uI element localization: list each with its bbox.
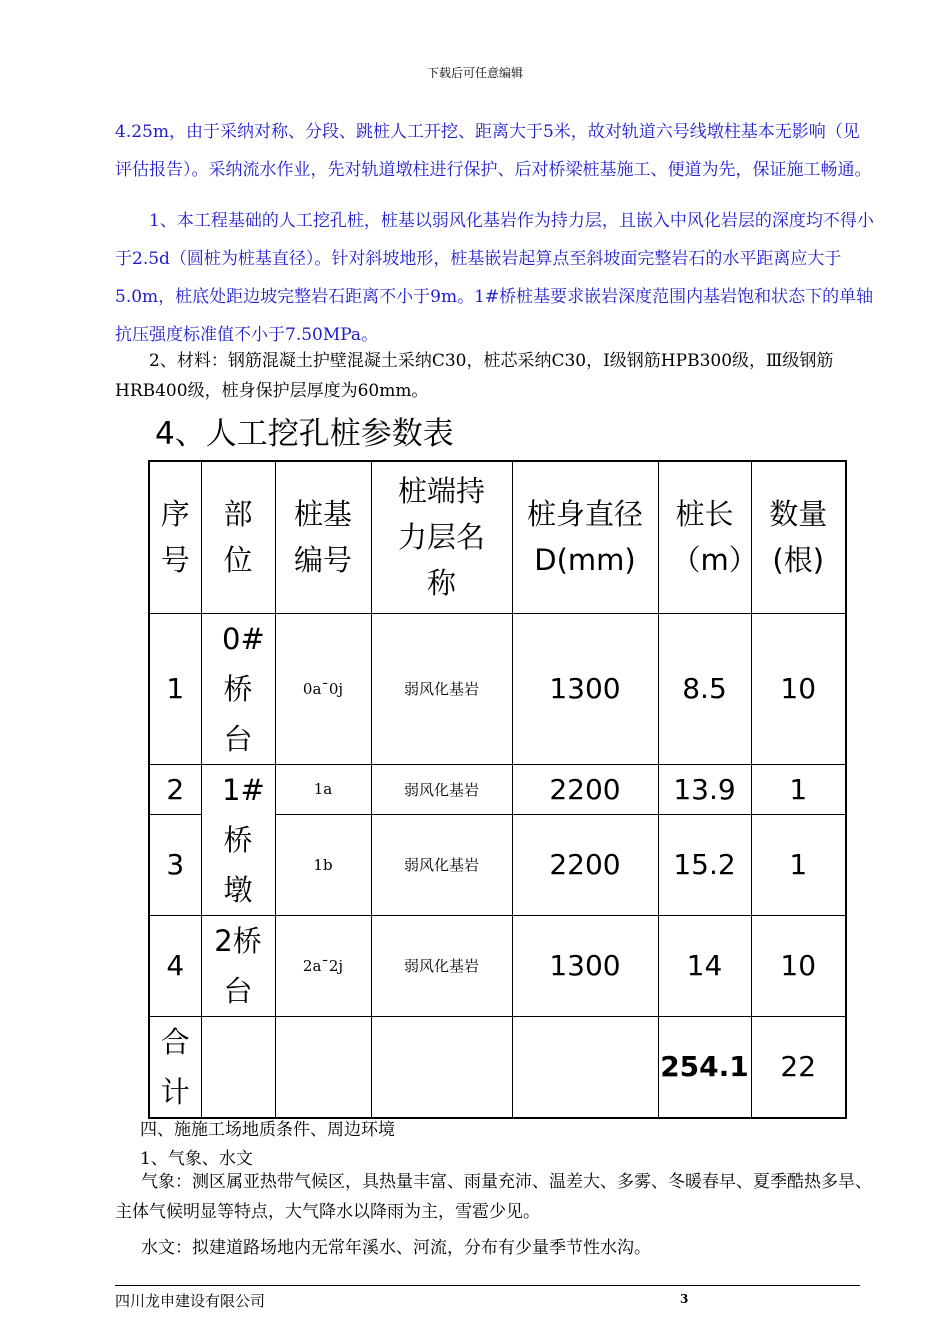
cell-length: 15.2 xyxy=(658,814,751,915)
cell-length: 14 xyxy=(658,915,751,1016)
table-row xyxy=(149,915,846,1016)
subheading-weather-hydrology: 1、气象、水文 xyxy=(140,1149,253,1169)
cell-seq: 4 xyxy=(149,915,201,1016)
table-header-row xyxy=(149,461,846,613)
header-diameter: 桩身直径D(mm) xyxy=(512,461,658,613)
table-total-row xyxy=(149,1016,846,1118)
cell-seq: 1 xyxy=(149,613,201,764)
cell-count: 10 xyxy=(751,915,846,1016)
paragraph-weather: 气象：测区属亚热带气候区，具热量丰富、雨量充沛、温差大、多雾、冬暖春早、夏季酷热多旱、主体气候明显等特点，大气降水以降雨为主，雪雹少见。 xyxy=(115,1172,872,1222)
cell-pile-id: 2a¯2j xyxy=(275,915,371,1016)
cell-length: 13.9 xyxy=(658,764,751,814)
cell-part: 1#桥墩 xyxy=(201,764,275,915)
cell-bearing: 弱风化基岩 xyxy=(371,814,512,915)
paragraph-materials: 2、材料：钢筋混凝土护壁混凝土采纳C30，桩芯采纳C30，Ⅰ级钢筋HPB300级，Ⅲ级钢筋HRB400级，桩身保护层厚度为60mm。 xyxy=(115,351,834,401)
table-row xyxy=(149,764,846,814)
paragraph-hydrology: 水文：拟建道路场地内无常年溪水、河流，分布有少量季节性水沟。 xyxy=(141,1238,651,1258)
cell-count: 10 xyxy=(751,613,846,764)
header-count: 数量(根) xyxy=(751,461,846,613)
section-title: 4、人工挖孔桩参数表 xyxy=(155,416,454,452)
cell-pile-id: 1b xyxy=(275,814,371,915)
pile-parameter-table xyxy=(148,460,847,1119)
cell-bearing: 弱风化基岩 xyxy=(371,764,512,814)
paragraph-foundation: 1、本工程基础的人工挖孔桩，桩基以弱风化基岩作为持力层，且嵌入中风化岩层的深度均不得小于2.5d（圆桩为桩基直径）。针对斜坡地形，桩基嵌岩起算点至斜坡面完整岩石的水平距离应大于5.0m，桩底处距边坡完整岩石距离不小于9m。1#桥桩基要求嵌岩深度范围内基岩饱和状态下的单轴抗压强度标准值不小于7.50MPa。 xyxy=(115,211,874,345)
cell-count: 1 xyxy=(751,764,846,814)
cell-count: 1 xyxy=(751,814,846,915)
section-heading-site-conditions: 四、施施工场地质条件、周边环境 xyxy=(140,1120,395,1140)
cell-empty xyxy=(371,1016,512,1118)
footer-company: 四川龙申建设有限公司 xyxy=(115,1292,266,1310)
cell-pile-id: 1a xyxy=(275,764,371,814)
footer-divider xyxy=(115,1285,860,1286)
cell-empty xyxy=(201,1016,275,1118)
header-length: 桩长（m） xyxy=(658,461,751,613)
cell-bearing: 弱风化基岩 xyxy=(371,613,512,764)
cell-empty xyxy=(275,1016,371,1118)
cell-diameter: 2200 xyxy=(512,814,658,915)
cell-pile-id: 0a¯0j xyxy=(275,613,371,764)
cell-length: 8.5 xyxy=(658,613,751,764)
cell-total-label: 合计 xyxy=(149,1016,201,1118)
page-number: 3 xyxy=(680,1292,689,1306)
cell-total-length: 254.1 xyxy=(658,1016,751,1118)
cell-diameter: 1300 xyxy=(512,915,658,1016)
header-bearing-layer: 桩端持力层名称 xyxy=(371,461,512,613)
header-seq: 序号 xyxy=(149,461,201,613)
cell-part: 2桥台 xyxy=(201,915,275,1016)
table-row xyxy=(149,613,846,764)
header-pile-id: 桩基编号 xyxy=(275,461,371,613)
cell-bearing: 弱风化基岩 xyxy=(371,915,512,1016)
paragraph-impact: 4.25m，由于采纳对称、分段、跳桩人工开挖、距离大于5米，故对轨道六号线墩柱基本无影响（见评估报告）。采纳流水作业，先对轨道墩柱进行保护、后对桥梁桩基施工、便道为先，保证施工畅通。 xyxy=(115,122,872,180)
cell-seq: 3 xyxy=(149,814,201,915)
cell-total-count: 22 xyxy=(751,1016,846,1118)
cell-empty xyxy=(512,1016,658,1118)
cell-diameter: 1300 xyxy=(512,613,658,764)
header-part: 部位 xyxy=(201,461,275,613)
cell-part: 0#桥台 xyxy=(201,613,275,764)
cell-seq: 2 xyxy=(149,764,201,814)
cell-diameter: 2200 xyxy=(512,764,658,814)
page-header: 下载后可任意编辑 xyxy=(426,66,523,80)
